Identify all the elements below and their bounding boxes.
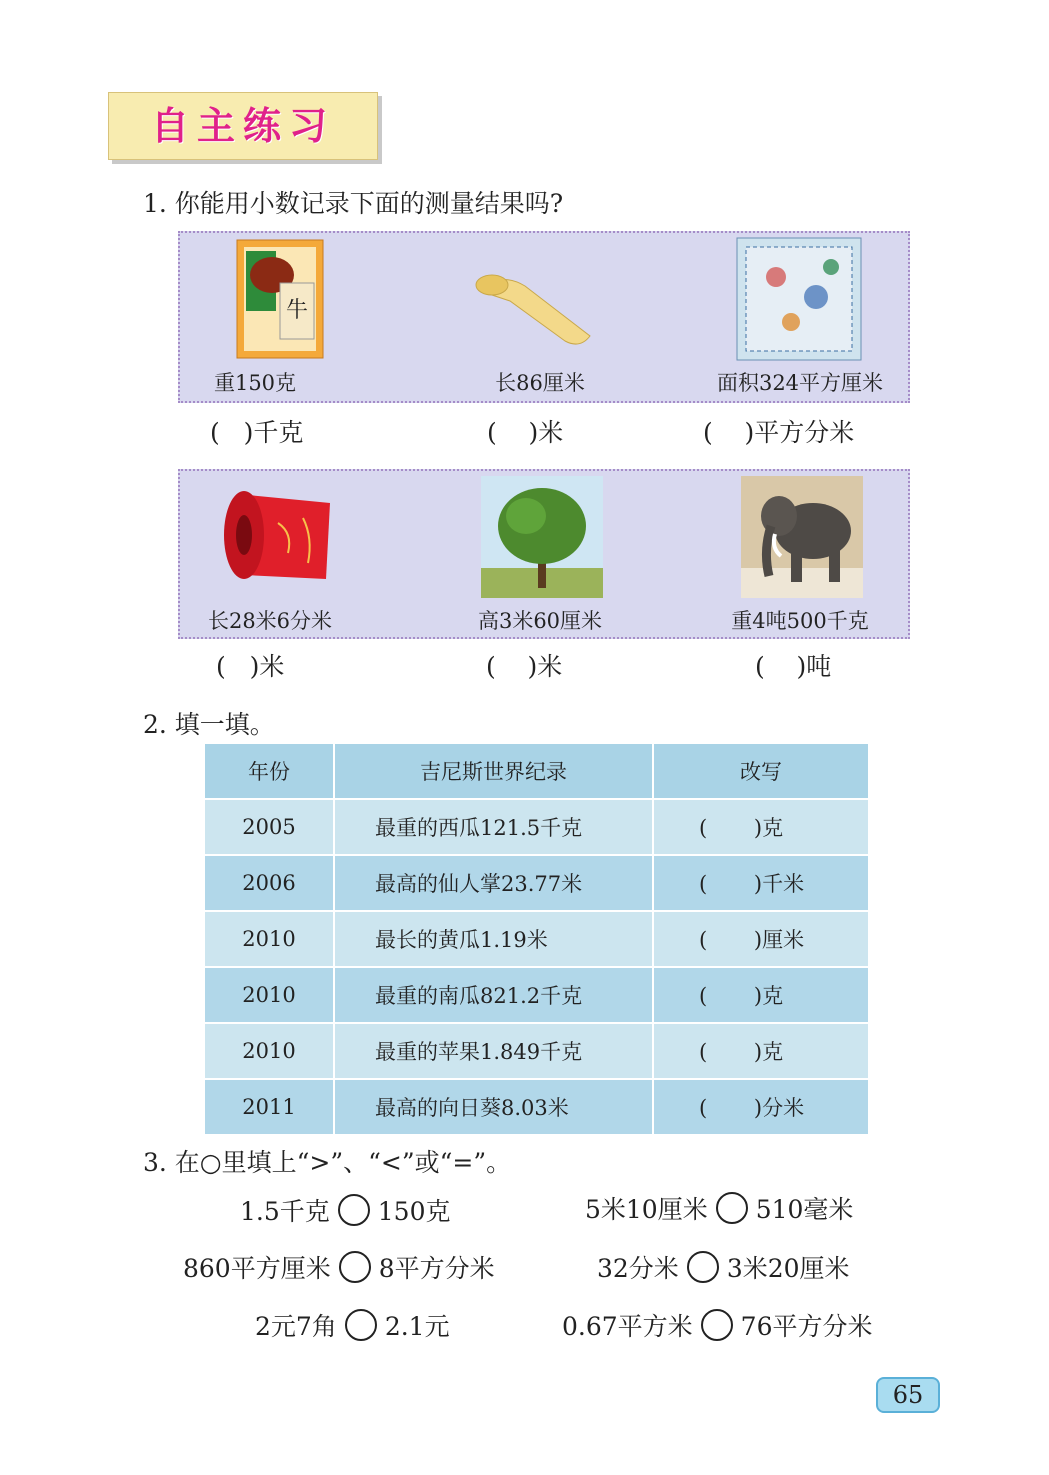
- q2-title: 2. 填一填。: [143, 710, 275, 739]
- compare-item: [240, 1192, 450, 1228]
- cloth-roll-icon: [218, 483, 334, 583]
- compare-circle[interactable]: [339, 1251, 371, 1283]
- row-record: 最高的仙人掌23.77米: [334, 855, 653, 911]
- q1-caption-5: 高3米60厘米: [477, 609, 603, 633]
- q1-caption-1: 重150克: [213, 371, 297, 395]
- compare-circle[interactable]: [687, 1251, 719, 1283]
- row-year: 2011: [205, 1079, 334, 1135]
- q1-panel-row1: [178, 231, 910, 403]
- table-row: [205, 967, 869, 1023]
- row-rewrite[interactable]: ( )克: [653, 799, 869, 855]
- ribbon-icon: [470, 251, 600, 351]
- compare-right: 2.1元: [384, 1312, 450, 1341]
- row-rewrite[interactable]: ( )千米: [653, 855, 869, 911]
- row-rewrite[interactable]: ( )厘米: [653, 911, 869, 967]
- header-rewrite: 改写: [653, 744, 869, 799]
- row-record: 最高的向日葵8.03米: [334, 1079, 653, 1135]
- compare-item: [183, 1249, 495, 1285]
- row-record: 最重的西瓜121.5千克: [334, 799, 653, 855]
- compare-circle[interactable]: [345, 1309, 377, 1341]
- row-year: 2006: [205, 855, 334, 911]
- q1-answer-2[interactable]: ( )米: [487, 418, 564, 447]
- q1-answer-1[interactable]: ( )千克: [210, 418, 304, 447]
- header-year: 年份: [205, 744, 334, 799]
- table-row: [205, 911, 869, 967]
- compare-item: [597, 1249, 850, 1285]
- compare-circle[interactable]: [701, 1309, 733, 1341]
- q1-caption-2: 长86厘米: [495, 371, 585, 395]
- row-rewrite[interactable]: ( )克: [653, 967, 869, 1023]
- compare-circle[interactable]: [338, 1194, 370, 1226]
- q1-answer-4[interactable]: ( )米: [216, 652, 285, 681]
- q1-answer-3[interactable]: ( )平方分米: [703, 418, 855, 447]
- row-year: 2010: [205, 911, 334, 967]
- compare-right: 8平方分米: [378, 1254, 495, 1283]
- svg-text:牛: 牛: [285, 298, 309, 323]
- compare-item: [562, 1307, 872, 1343]
- compare-left: 0.67平方米: [562, 1312, 693, 1341]
- table-row: [205, 799, 869, 855]
- beef-jerky-icon: [236, 239, 324, 359]
- compare-circle[interactable]: [716, 1192, 748, 1224]
- q1-caption-4: 长28米6分米: [207, 609, 333, 633]
- row-rewrite[interactable]: ( )克: [653, 1023, 869, 1079]
- page-number: 65: [876, 1377, 940, 1413]
- compare-left: 1.5千克: [240, 1197, 330, 1226]
- row-rewrite[interactable]: ( )分米: [653, 1079, 869, 1135]
- tree-icon: [481, 476, 603, 598]
- q1-title: 1. 你能用小数记录下面的测量结果吗?: [143, 189, 564, 218]
- scarf-icon: [736, 237, 862, 361]
- compare-left: 5米10厘米: [585, 1195, 708, 1224]
- elephant-icon: [741, 476, 863, 598]
- q1-caption-3: 面积324平方厘米: [716, 371, 884, 395]
- compare-right: 76平方分米: [740, 1312, 873, 1341]
- q1-answer-5[interactable]: ( )米: [486, 652, 563, 681]
- section-header: [108, 92, 378, 160]
- header-record: 吉尼斯世界纪录: [334, 744, 653, 799]
- compare-left: 32分米: [597, 1254, 679, 1283]
- table-header-row: [205, 744, 869, 799]
- row-record: 最重的南瓜821.2千克: [334, 967, 653, 1023]
- compare-item: [585, 1190, 853, 1226]
- compare-right: 510毫米: [755, 1195, 854, 1224]
- compare-right: 150克: [377, 1197, 451, 1226]
- compare-left: 860平方厘米: [183, 1254, 331, 1283]
- row-year: 2005: [205, 799, 334, 855]
- row-record: 最重的苹果1.849千克: [334, 1023, 653, 1079]
- row-record: 最长的黄瓜1.19米: [334, 911, 653, 967]
- table-row: [205, 1023, 869, 1079]
- row-year: 2010: [205, 1023, 334, 1079]
- compare-right: 3米20厘米: [726, 1254, 850, 1283]
- table-row: [205, 1079, 869, 1135]
- compare-left: 2元7角: [255, 1312, 337, 1341]
- q1-answer-6[interactable]: ( )吨: [755, 652, 832, 681]
- compare-item: [255, 1307, 450, 1343]
- section-title: 自主练习: [150, 104, 335, 148]
- row-year: 2010: [205, 967, 334, 1023]
- q3-title: 3. 在○里填上“>”、“<”或“=”。: [143, 1148, 512, 1177]
- q1-panel-row2: [178, 469, 910, 639]
- records-table: [205, 744, 870, 1136]
- table-row: [205, 855, 869, 911]
- q1-caption-6: 重4吨500千克: [731, 609, 869, 633]
